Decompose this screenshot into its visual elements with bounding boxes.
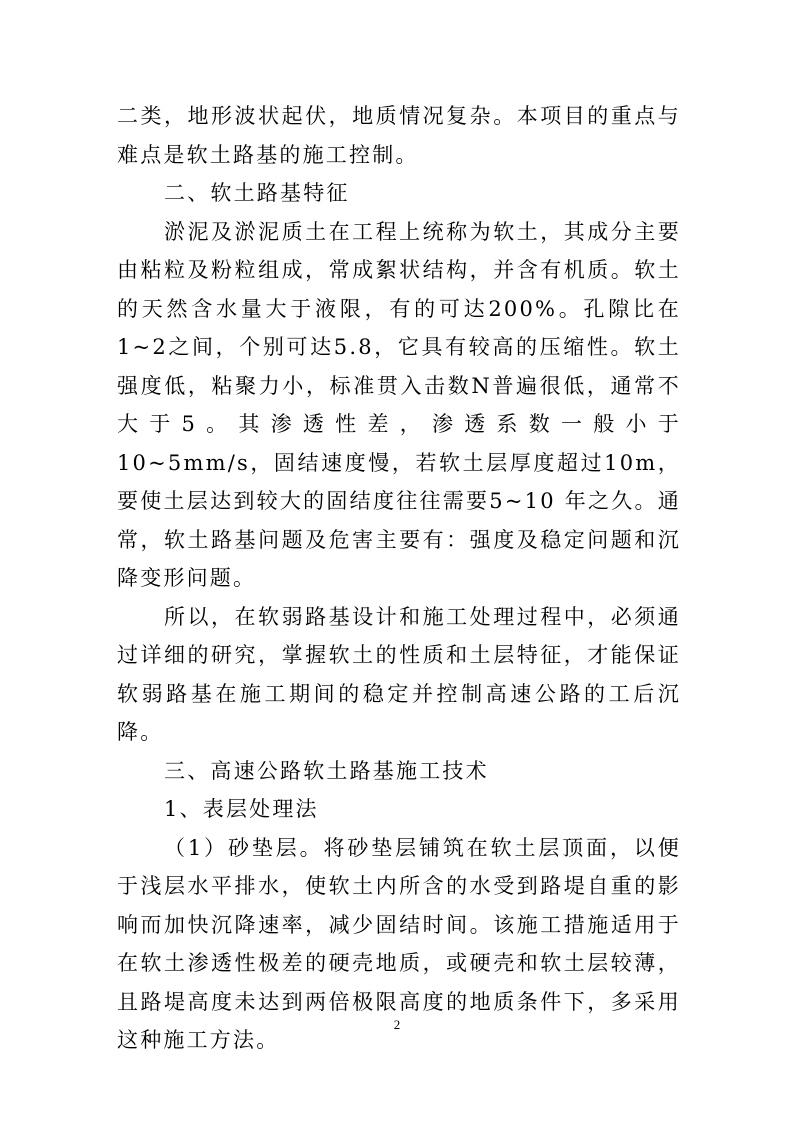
document-body	[117, 97, 681, 1060]
paragraph-continuation: 二类，地形波状起伏，地质情况复杂。本项目的重点与难点是软土路基的施工控制。	[117, 104, 681, 167]
paragraph-sand-cushion: （1）砂垫层。将砂垫层铺筑在软土层顶面，以便于浅层水平排水，使软土内所含的水受到路堤自重的影响而加快沉降速率，减少固结时间。该施工措施适用于在软土渗透性极差的硬壳地质，或硬壳和软土层较薄，且路堤高度未达到两倍极限高度的地质条件下，多采用这种施工方法。	[117, 835, 681, 1052]
section-heading-construction-techniques: 三、高速公路软土路基施工技术	[164, 758, 489, 783]
subsection-heading-surface-treatment: 1、表层处理法	[164, 797, 319, 821]
page-number: 2	[393, 1017, 401, 1032]
paragraph-design-requirements: 所以，在软弱路基设计和施工处理过程中，必须通过详细的研究，掌握软土的性质和土层特征，才能保证软弱路基在施工期间的稳定并控制高速公路的工后沉降。	[117, 604, 681, 744]
section-heading-soft-soil-features: 二、软土路基特征	[164, 181, 350, 205]
paragraph-soft-soil-description: 淤泥及淤泥质土在工程上统称为软土，其成分主要由粘粒及粉粒组成，常成絮状结构，并含有机质。软土的天然含水量大于液限，有的可达200%。孔隙比在1~2之间，个别可达5.8，它具有较高的压缩性。软土强度低，粘聚力小，标准贯入击数N普遍很低，通常不大于5。其渗透性差，渗透系数一般小于10~5mm/s，固结速度慢，若软土层厚度超过10m，要使土层达到较大的固结度往往需要5~10 年之久。通常，软土路基问题及危害主要有：强度及稳定问题和沉降变形问题。	[117, 219, 681, 590]
